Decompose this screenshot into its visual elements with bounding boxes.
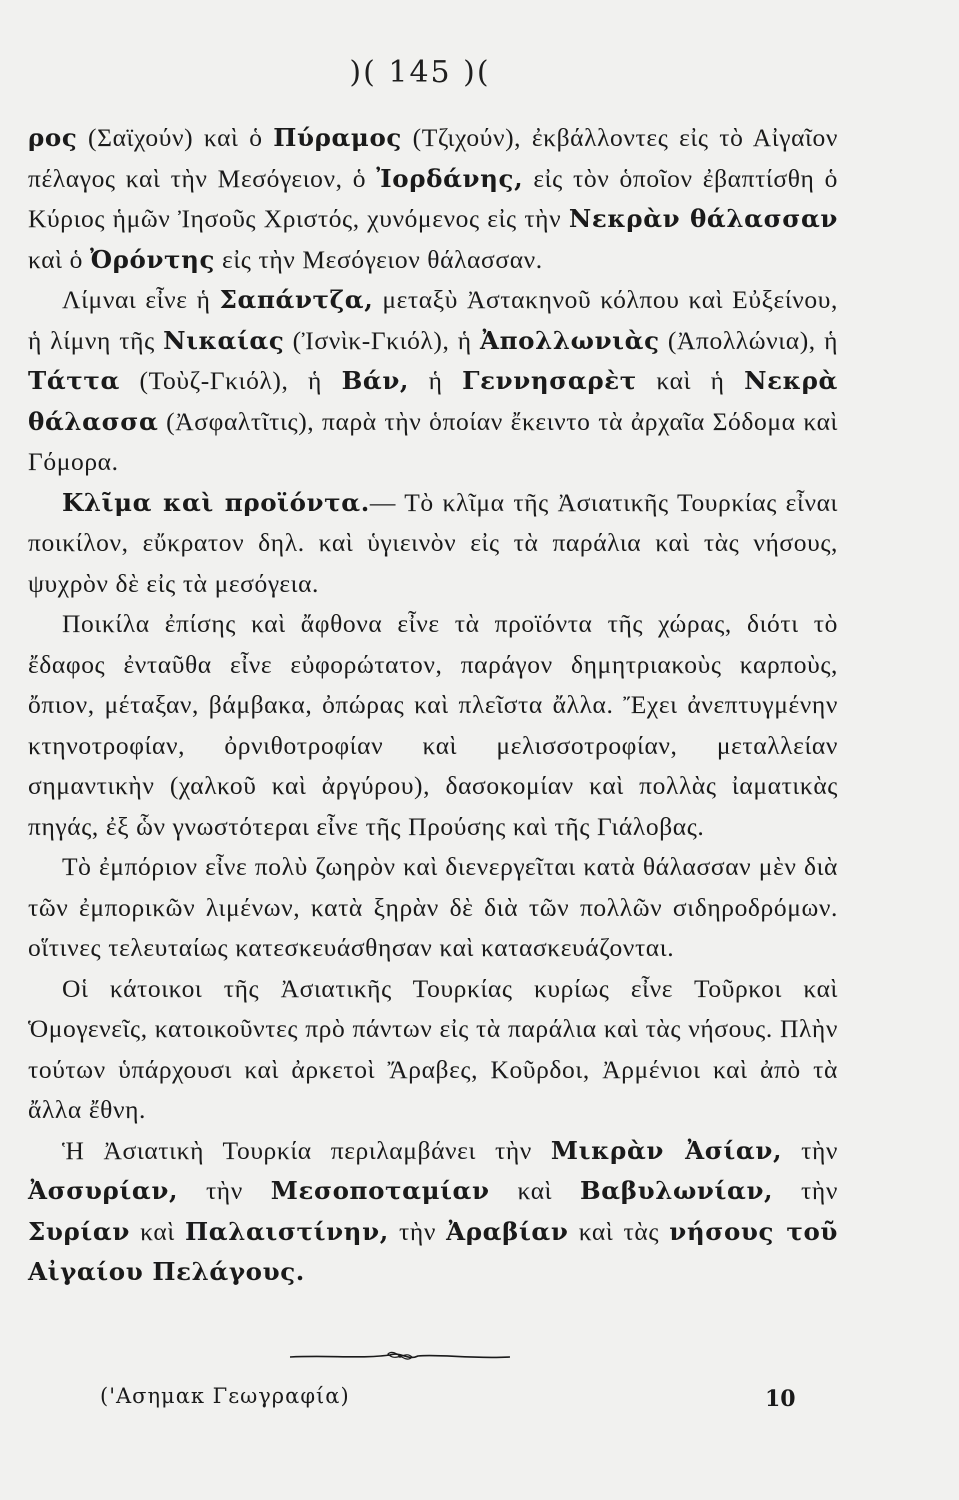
text-run: τὴν xyxy=(178,1176,271,1205)
text-run: Λίμναι εἶνε ἡ xyxy=(62,285,220,314)
text-run: καὶ τὰς xyxy=(568,1216,670,1246)
signature-mark: 10 xyxy=(765,1386,796,1412)
bold-term: Πύραμος xyxy=(273,123,402,152)
paragraph-p3 xyxy=(28,483,838,605)
bold-term: Βάν, xyxy=(341,366,410,395)
text-run: εἰς τὸν ὁποῖον ἐβαπτίσθη ὁ Κύριος ἡμῶν Ἰησοῦς Χριστός, χυνόμενος εἰς τὴν xyxy=(28,163,839,233)
paragraph-p6 xyxy=(28,969,838,1131)
text-run: καὶ xyxy=(489,1176,580,1205)
bold-term: Μεσοποταμίαν xyxy=(270,1176,490,1205)
bold-term: Ἀραβίαν xyxy=(446,1216,569,1246)
paragraph-p2 xyxy=(28,280,838,483)
text-run: Ποικίλα ἐπίσης καὶ ἄφθονα εἶνε τὰ προϊόντα τῆς χώρας, διότι τὸ ἔδαφος ἐνταῦθα εἶνε εὐφορώτατον, παράγον δημητριακοὺς καρποὺς, ὄπιον, μέταξαν, βάμβακα, ὀπώρας καὶ πλεῖστα ἄλλα. Ἔχει ἀνεπτυγμένην κτηνοτροφίαν, ὀρνιθοτροφίαν καὶ μελισσοτροφίαν, μεταλλείαν σημαντικὴν (χαλκοῦ καὶ ἀργύρου), δασοκομίαν καὶ πολλὰς ἰαματικὰς πηγάς, ἐξ ὧν γνωστότεραι εἶνε τῆς Προύσης καὶ τῆς Γιάλοβας. xyxy=(28,609,838,841)
text-run: ἡ xyxy=(409,366,463,395)
ornament-divider xyxy=(250,1345,550,1369)
text-run: μεταξὺ Ἀστακηνοῦ κόλπου καὶ Εὐξείνου, ἡ λίμνη τῆς xyxy=(28,285,838,355)
bold-term: Μικρὰν Ἀσίαν, xyxy=(550,1135,783,1165)
text-run: (Ἀπολλώνια), ἡ xyxy=(659,325,839,355)
bold-term: Ἰορδάνης, xyxy=(376,163,524,193)
text-run: Τὸ ἐμπόριον εἶνε πολὺ ζωηρὸν καὶ διενεργεῖται κατὰ θάλασσαν μὲν διὰ τῶν ἐμπορικῶν λιμένων, κατὰ ξηρὰν δὲ διὰ τῶν πολλῶν σιδηροδρόμων. οἵτινες τελευταίως κατεσκευάσθησαν καὶ κατασκευάζονται. xyxy=(28,852,838,962)
bold-term: Συρίαν xyxy=(28,1216,130,1246)
bold-term: Γεννησαρὲτ xyxy=(462,366,637,395)
bold-term: ρος xyxy=(28,123,78,152)
text-run: — Τὸ κλῖμα τῆς Ἀσιατικῆς Τουρκίας εἶναι ποικίλον, εὔκρατον δηλ. καὶ ὑγιεινὸν εἰς τὰ παράλια καὶ τὰς νήσους, ψυχρὸν δὲ εἰς τὰ μεσόγεια. xyxy=(28,487,838,598)
text-run: εἰς τὴν Μεσόγειον θάλασσαν. xyxy=(215,244,543,274)
text-run: τὴν xyxy=(773,1176,838,1205)
text-run: καὶ ὁ xyxy=(28,244,90,274)
text-run: (Σαϊχούν) καὶ ὁ xyxy=(77,123,274,152)
bold-term: Ἀσσυρίαν, xyxy=(28,1176,179,1205)
bold-term: νήσους τοῦ Αἰγαίου Πελάγους. xyxy=(28,1216,838,1286)
page-number: )( 145 )( xyxy=(349,55,491,90)
bold-term: Ὀρόντης xyxy=(89,244,216,274)
text-run: (Ἰσνὶκ-Γκιόλ), ἡ xyxy=(284,325,481,355)
bold-term: Βαβυλωνίαν, xyxy=(580,1176,774,1205)
paragraph-p4 xyxy=(28,604,838,847)
bold-term: Νικαίας xyxy=(163,325,285,355)
bold-term: Κλῖμα καὶ προϊόντα. xyxy=(62,487,370,517)
paragraph-p5 xyxy=(28,847,838,969)
book-title-footer: ('Ασημακ Γεωγραφία) xyxy=(100,1384,350,1408)
paragraph-p7 xyxy=(28,1131,838,1293)
bold-term: Σαπάντζα, xyxy=(219,285,374,314)
text-run: (Τζιχούν), ἐκβάλλοντες εἰς τὸ Αἰγαῖον πέλαγος καὶ τὴν Μεσόγειον, ὁ xyxy=(28,123,838,193)
text-run: (Ἀσφαλτῖτις), παρὰ τὴν ὁποίαν ἔκειντο τὰ ἀρχαῖα Σόδομα καὶ Γόμορα. xyxy=(28,406,838,476)
bold-term: Νεκρὰν θάλασσαν xyxy=(568,204,838,233)
bold-term: Ἀπολλωνιὰς xyxy=(480,325,660,355)
text-run: τὴν xyxy=(388,1216,447,1246)
text-run: Ἡ Ἀσιατικὴ Τουρκία περιλαμβάνει τὴν xyxy=(62,1135,551,1165)
paragraph-p1 xyxy=(28,118,838,280)
text-run: καὶ ἡ xyxy=(636,366,745,395)
text-run: Οἱ κάτοικοι τῆς Ἀσιατικῆς Τουρκίας κυρίως εἶνε Τοῦρκοι καὶ Ὁμογενεῖς, κατοικοῦντες πρὸ πάντων εἰς τὰ παράλια καὶ τὰς νήσους. Πλὴν τούτων ὑπάρχουσι καὶ ἀρκετοὶ Ἄραβες, Κοῦρδοι, Ἀρμένιοι καὶ ἀπὸ τὰ ἄλλα ἔθνη. xyxy=(28,973,838,1124)
text-run: καὶ xyxy=(129,1216,185,1246)
bold-term: Παλαιστίνην, xyxy=(185,1216,389,1246)
text-run: τὴν xyxy=(782,1135,839,1165)
bold-term: Νεκρὰ θάλασσα xyxy=(28,366,838,436)
body-text xyxy=(28,118,838,1293)
bold-term: Τάττα xyxy=(28,366,120,395)
text-run: (Τοὺζ-Γκιόλ), ἡ xyxy=(119,366,342,395)
